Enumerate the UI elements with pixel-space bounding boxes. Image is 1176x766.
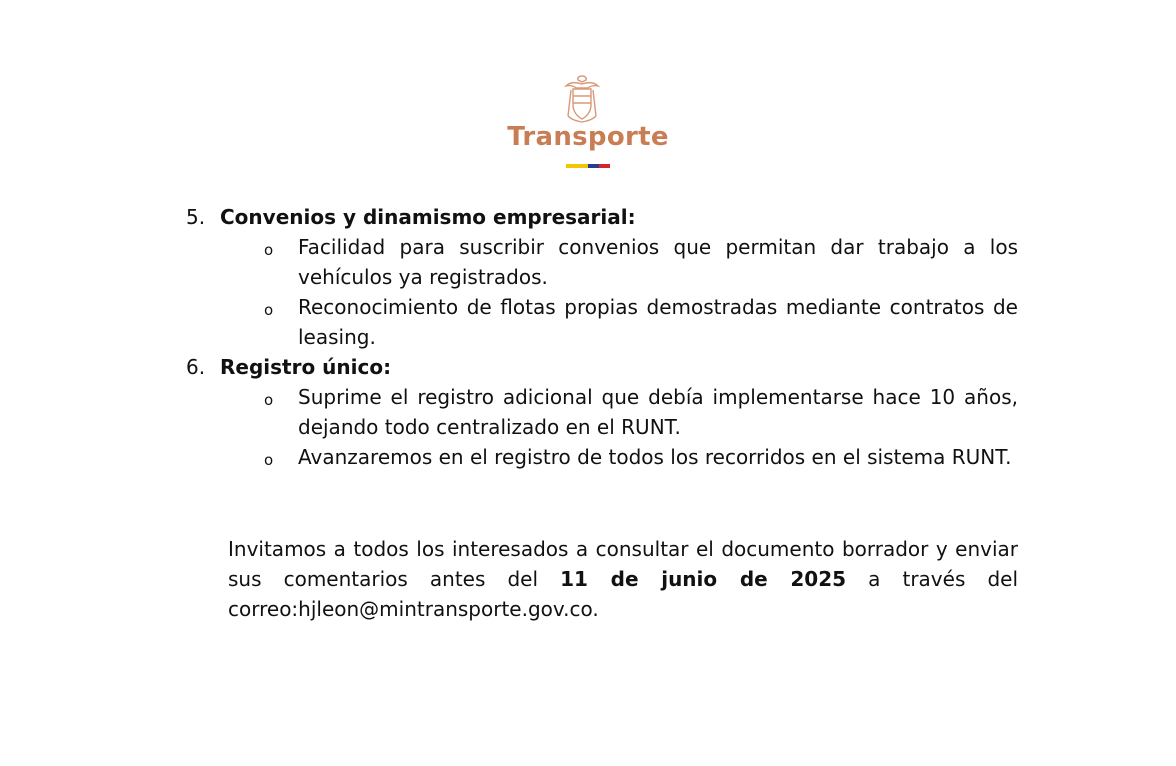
colombia-flag-stripe [566,164,610,168]
item-number: 5. [186,205,206,229]
bullet-text: Facilidad para suscribir convenios que permitan dar trabajo a los vehículos ya registrados. [298,235,1018,289]
closing-text-after: a través del correo:hjleon@mintransporte.gov.co. [228,567,1018,621]
item-number: 6. [186,355,206,379]
bullet-marker-icon: o [264,241,274,259]
item-heading: Convenios y dinamismo empresarial: [220,205,636,229]
deadline-date: 11 de junio de 2025 [560,567,847,591]
closing-text-before: Invitamos a todos los interesados a consultar el documento borrador y enviar sus comentarios antes del [228,537,1018,591]
bullet-marker-icon: o [264,301,274,319]
item-heading: Registro único: [220,355,392,379]
flag-yellow-stripe [566,164,588,168]
coat-of-arms-icon [562,72,602,124]
bullet-text: Suprime el registro adicional que debía implementarse hace 10 años, dejando todo centralizado en el RUNT. [298,385,1018,439]
bullet-text: Reconocimiento de flotas propias demostradas mediante contratos de leasing. [298,295,1018,349]
bullet-text: Avanzaremos en el registro de todos los recorridos en el sistema RUNT. [298,445,1012,469]
flag-blue-stripe [588,164,599,168]
closing-paragraph [228,534,1018,624]
bullet-marker-icon: o [264,451,274,469]
transporte-logo [500,70,676,170]
flag-red-stripe [599,164,610,168]
logo-wordmark: Transporte [507,122,669,152]
bullet-marker-icon: o [264,391,274,409]
